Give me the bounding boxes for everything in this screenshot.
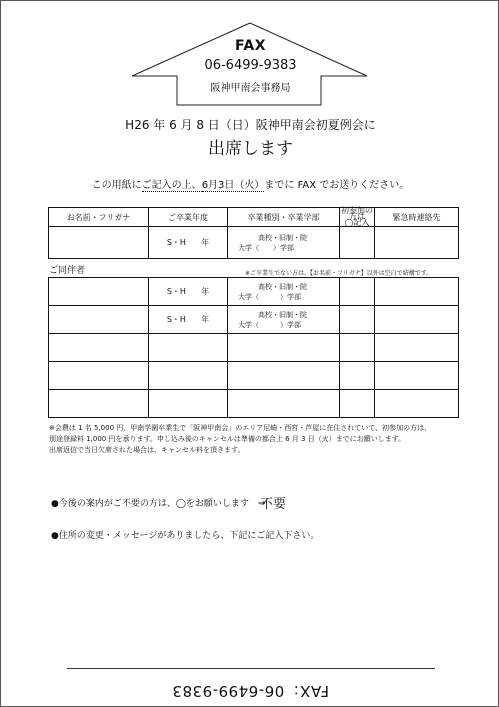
fuyou-option[interactable]: 不要 [260,497,287,512]
school-line-2: 大学（ ）学部 [238,292,301,301]
companion-school-cell[interactable] [228,306,340,334]
companion-first-time-cell[interactable] [340,362,375,390]
companion-grad-year-cell[interactable] [149,334,228,362]
emergency-cell[interactable] [375,227,459,259]
header-office-name: 阪神甲南会事務局 [210,83,291,94]
footer-fax-upside-down: FAX：06-6499-9383 [171,682,330,700]
instruction-before: この用紙に [91,180,142,191]
attendee-table-header [49,208,459,227]
companion-first-time-cell[interactable] [340,390,375,418]
header-school: 卒業種別・卒業学部 [228,208,340,227]
companion-first-time-cell[interactable] [340,306,375,334]
companion-row-1 [49,278,459,306]
companion-emergency-cell[interactable] [375,334,459,362]
header-first-time [340,208,375,227]
companion-school-cell[interactable] [228,390,340,418]
era-choice: S・H [166,287,186,296]
attend-heading: 出席します [208,139,293,159]
companion-emergency-cell[interactable] [375,362,459,390]
event-title: H26 年 6 月 8 日（日）阪神甲南会初夏例会に [125,118,376,132]
companion-emergency-cell[interactable] [375,278,459,306]
instruction-after: までに FAX でお送りください。 [264,180,410,191]
year-suffix: 年 [201,238,210,247]
companion-first-time-cell[interactable] [340,334,375,362]
instruction-deadline: 6月3日（火） [201,180,265,191]
instruction-line [1,176,499,191]
companion-school-cell[interactable] [228,278,340,306]
companion-name-cell[interactable] [49,278,149,306]
name-input-cell[interactable] [49,227,149,259]
companion-label: ご同伴者 [49,266,86,276]
header-grad-year: ご卒業年度 [149,208,228,227]
footer-divider [67,668,435,669]
companion-grad-year-cell[interactable] [149,278,228,306]
era-choice: S・H [166,315,186,324]
first-time-cell[interactable] [340,227,375,259]
companion-school-cell[interactable] [228,334,340,362]
companion-emergency-cell[interactable] [375,306,459,334]
companion-grad-year-cell[interactable] [149,390,228,418]
companion-name-cell[interactable] [49,334,149,362]
fee-note-line-2: 別途登録料 1,000 円を承ります。申し込み後のキャンセルは準備の都合上 6 月 3 日（火）までにお願いします。 [49,435,406,443]
companion-table [48,277,459,418]
companion-name-cell[interactable] [49,362,149,390]
attendee-row [49,227,459,259]
attendee-table [48,207,459,259]
header-first-time-text: 初参加の方は ◯記入 [341,206,373,227]
year-suffix: 年 [201,287,210,296]
companion-name-cell[interactable] [49,306,149,334]
instruction-underlined-1: ご記入の上、 [141,180,202,191]
school-line-1: 高校・旧制・院 [258,233,307,242]
companion-row-4 [49,362,459,390]
companion-first-time-cell[interactable] [340,278,375,306]
fee-note-line-3: 出席返信で当日欠席された場合は、キャンセル料を頂きます。 [49,446,245,454]
companion-grad-year-cell[interactable] [149,306,228,334]
companion-row-2 [49,306,459,334]
companion-row-5 [49,390,459,418]
header-house-shape [1,1,499,111]
header-name: お名前・フリガナ [49,208,149,227]
companion-school-cell[interactable] [228,362,340,390]
school-line-2: 大学（ ）学部 [238,243,294,252]
companion-grad-year-cell[interactable] [149,362,228,390]
header-fax-number: 06-6499-9383 [204,58,297,73]
year-suffix: 年 [201,315,210,324]
school-line-1: 高校・旧制・院 [258,282,307,291]
companion-name-cell[interactable] [49,390,149,418]
school-line-1: 高校・旧制・院 [258,310,307,319]
header-emergency: 緊急時連絡先 [375,208,459,227]
era-choice: S・H [166,238,186,247]
school-cell[interactable] [228,227,340,259]
companion-row-3 [49,334,459,362]
fee-notes [49,423,459,456]
guide-optout-line: ●今後の案内がご不要の方は、◯をお願いします ⇒ [51,499,266,509]
school-line-2: 大学（ ）学部 [238,320,301,329]
companion-emergency-cell[interactable] [375,390,459,418]
address-change-line: ●住所の変更・メッセージがありましたら、下記にご記入下さい。 [51,531,320,541]
fee-note-line-1: ※会費は 1 名 5,000 円、甲南学園卒業生で「阪神甲南会」のエリア尼崎・西宮・芦屋に在住されていて、初参加の方は、 [49,424,432,432]
companion-note: ※ご卒業生でない方は、【お名前・フリガナ】以外は空白で結構です。 [245,270,433,277]
grad-year-cell[interactable] [149,227,228,259]
header-fax-label: FAX [234,38,267,54]
